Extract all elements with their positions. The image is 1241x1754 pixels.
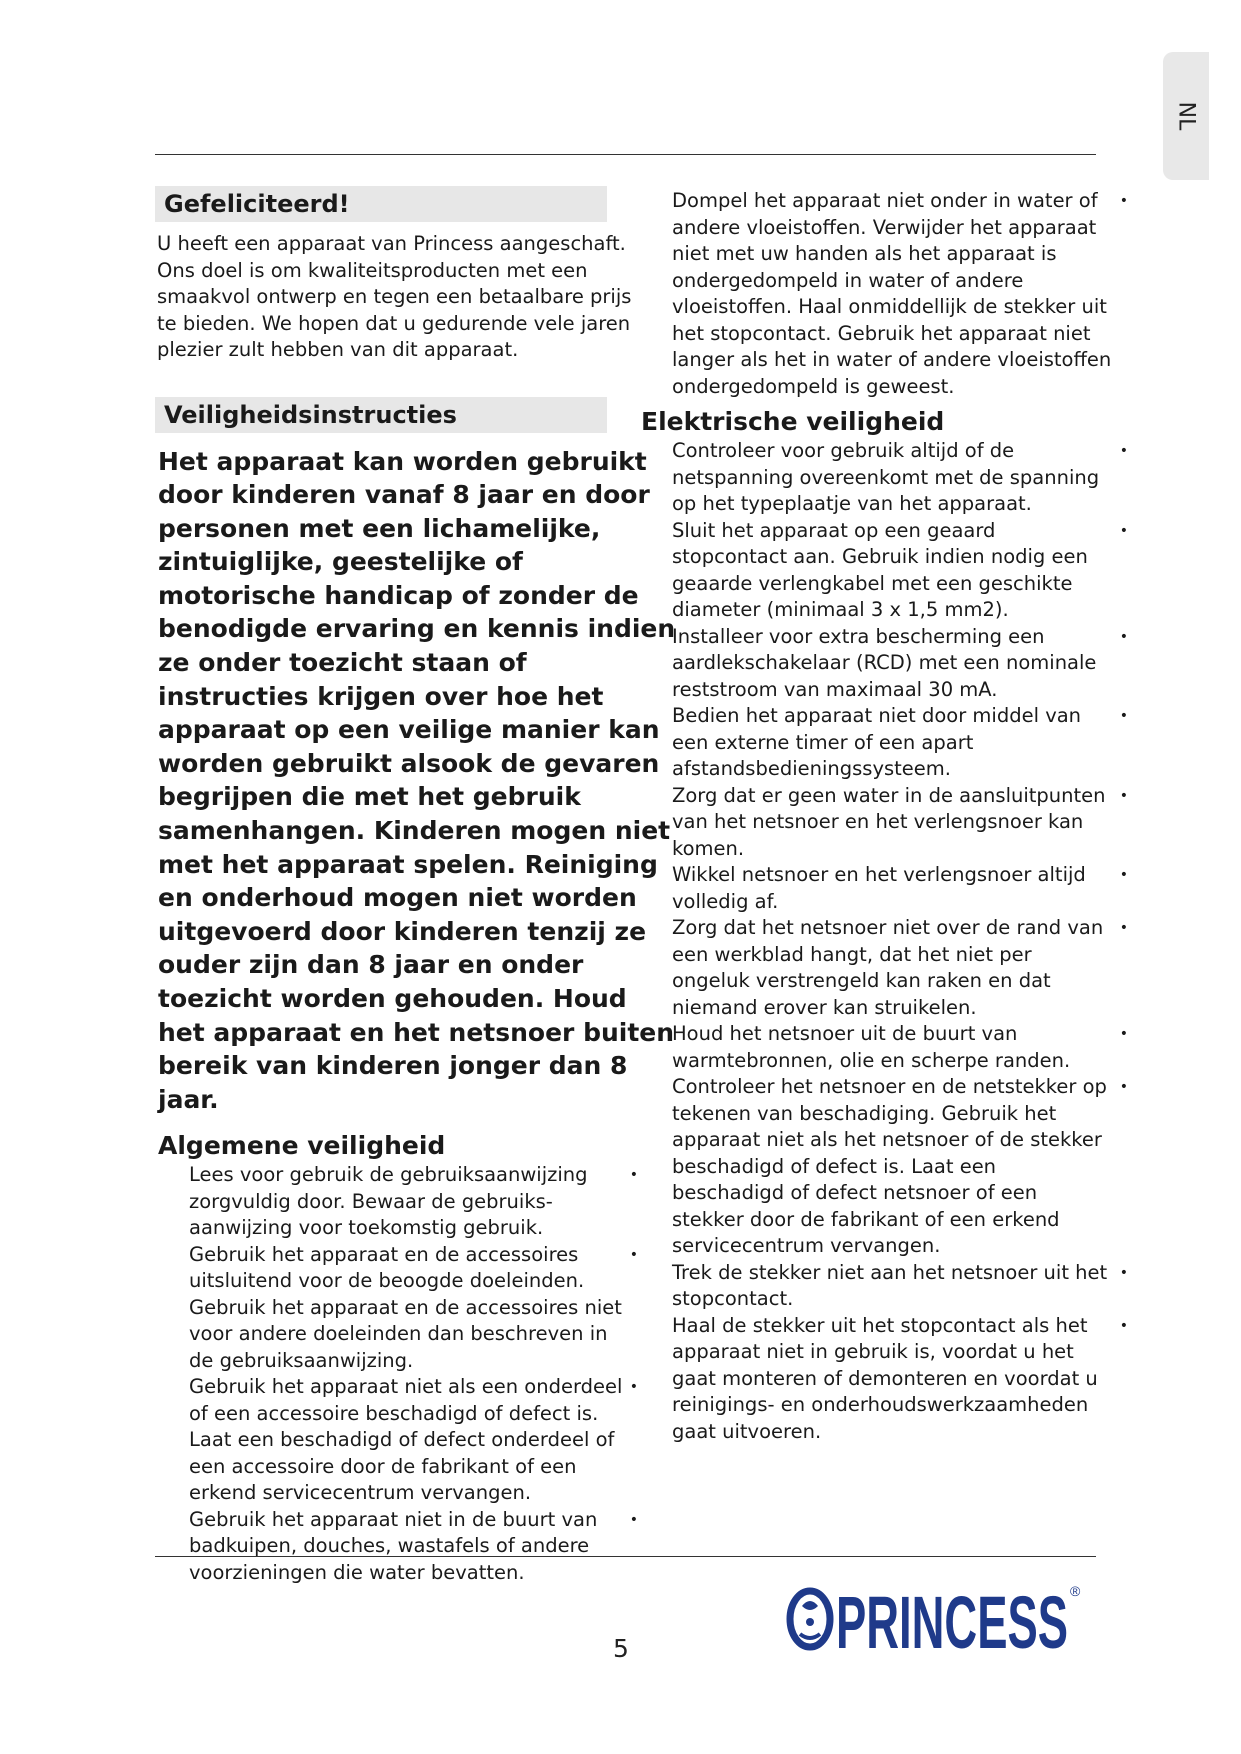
general-list-continued	[672, 188, 1128, 400]
congrats-heading: Gefeliciteerd!	[155, 186, 607, 222]
list-item: Wikkel netsnoer en het verlengsnoer altijd volledig af. •	[672, 863, 1128, 913]
header-rule	[155, 154, 1096, 155]
list-item: Lees voor gebruik de gebruiksaanwijzing zorgvuldig door. Bewaar de gebruiks-aanwijzing voor toekomstig gebruik. •	[189, 1163, 638, 1240]
electrical-list	[672, 438, 1128, 1445]
congrats-text: U heeft een apparaat van Princess aangeschaft. Ons doel is om kwaliteitsproducten met een smaakvol ontwerp en tegen een betaalbare prijs te bieden. We hopen dat u gedurende vele jaren plezier zult hebben van dit apparaat.	[157, 232, 632, 361]
list-item: Gebruik het apparaat en de accessoires uitsluitend voor de beoogde doeleinden. Gebruik het apparaat en de accessoires niet voor andere doeleinden dan beschreven in de gebruiksaanwijzing. •	[189, 1242, 638, 1372]
list-item: Dompel het apparaat niet onder in water of andere vloeistoffen. Verwijder het apparaat niet met uw handen als het apparaat is ondergedompeld in water of andere vloeistoffen. Haal onmiddellijk de stekker uit het stopcontact. Gebruik het apparaat niet langer als het in water of andere vloeistoffen ondergedompeld is geweest. •	[672, 189, 1128, 398]
list-item: Houd het netsnoer uit de buurt van warmtebronnen, olie en scherpe randen. •	[672, 1022, 1128, 1072]
right-column	[640, 188, 1128, 1445]
list-item: Sluit het apparaat op een geaard stopcontact aan. Gebruik indien nodig een geaarde verlengkabel met een geschikte diameter (minimaal 3 x 1,5 mm2). •	[672, 518, 1128, 621]
list-item: Trek de stekker niet aan het netsnoer uit het stopcontact. •	[672, 1260, 1128, 1310]
list-item: Controleer voor gebruik altijd of de netspanning overeenkomt met de spanning op het typeplaatje van het apparaat. •	[672, 439, 1128, 515]
list-item: Installeer voor extra bescherming een aardlekschakelaar (RCD) met een nominale reststroom van maximaal 30 mA. •	[672, 624, 1128, 701]
brand-name: PRINCESS	[836, 1581, 1068, 1660]
left-column	[155, 186, 676, 1586]
safety-heading: Veiligheidsinstructies	[155, 397, 607, 433]
language-tab	[1163, 52, 1209, 180]
footer-rule	[155, 1556, 1096, 1557]
princess-logo	[782, 1578, 1082, 1660]
safety-warning: Het apparaat kan worden gebruikt door kinderen vanaf 8 jaar en door personen met een lichamelijke, zintuiglijke, geestelijke of motorische handicap of zonder de benodigde ervaring en kennis indien ze onder toezicht staan of instructies krijgen over hoe het apparaat op een veilige manier kan worden gebruikt alsook de gevaren begrijpen die met het gebruik samenhangen. Kinderen mogen niet met het apparaat spelen. Reiniging en onderhoud mogen niet worden uitgevoerd door kinderen tenzij ze ouder zijn dan 8 jaar en onder toezicht worden gehouden. Houd het apparaat en het netsnoer buiten bereik van kinderen jonger dan 8 jaar.	[158, 446, 676, 1114]
list-item: Gebruik het apparaat niet als een onderdeel of een accessoire beschadigd of defect is. Laat een beschadigd of defect onderdeel of een accessoire door de fabrikant of een erkend servicecentrum vervangen. •	[189, 1375, 638, 1505]
list-item: Controleer het netsnoer en de netstekker op tekenen van beschadiging. Gebruik het apparaat niet als het netsnoer of de stekker beschadigd of defect is. Laat een beschadigd of defect netsnoer of een stekker door de fabrikant of een erkend servicecentrum vervangen. •	[672, 1075, 1128, 1257]
list-item: Zorg dat er geen water in de aansluitpunten van het netsnoer en het verlengsnoer kan komen. •	[672, 783, 1128, 860]
list-item: Zorg dat het netsnoer niet over de rand van een werkblad hangt, dat het niet per ongeluk verstrengeld kan raken en dat niemand erover kan struikelen. •	[672, 916, 1128, 1019]
language-code: NL	[1173, 101, 1199, 131]
list-item: Gebruik het apparaat niet in de buurt van badkuipen, douches, wastafels of andere voorzieningen die water bevatten. •	[189, 1507, 638, 1584]
page-number: 5	[613, 1634, 629, 1663]
general-list	[189, 1162, 638, 1586]
list-item: Bedien het apparaat niet door middel van een externe timer of een apart afstandsbedieningssysteem. •	[672, 704, 1128, 780]
electrical-heading: Elektrische veiligheid	[641, 407, 945, 436]
list-item: Haal de stekker uit het stopcontact als het apparaat niet in gebruik is, voordat u het gaat monteren of demonteren en voordat u reinigings- en onderhoudswerkzaamheden gaat uitvoeren. •	[672, 1313, 1128, 1443]
crown-emblem-icon	[790, 1591, 830, 1647]
registered-mark: ®	[1070, 1583, 1081, 1599]
general-heading: Algemene veiligheid	[158, 1131, 446, 1161]
